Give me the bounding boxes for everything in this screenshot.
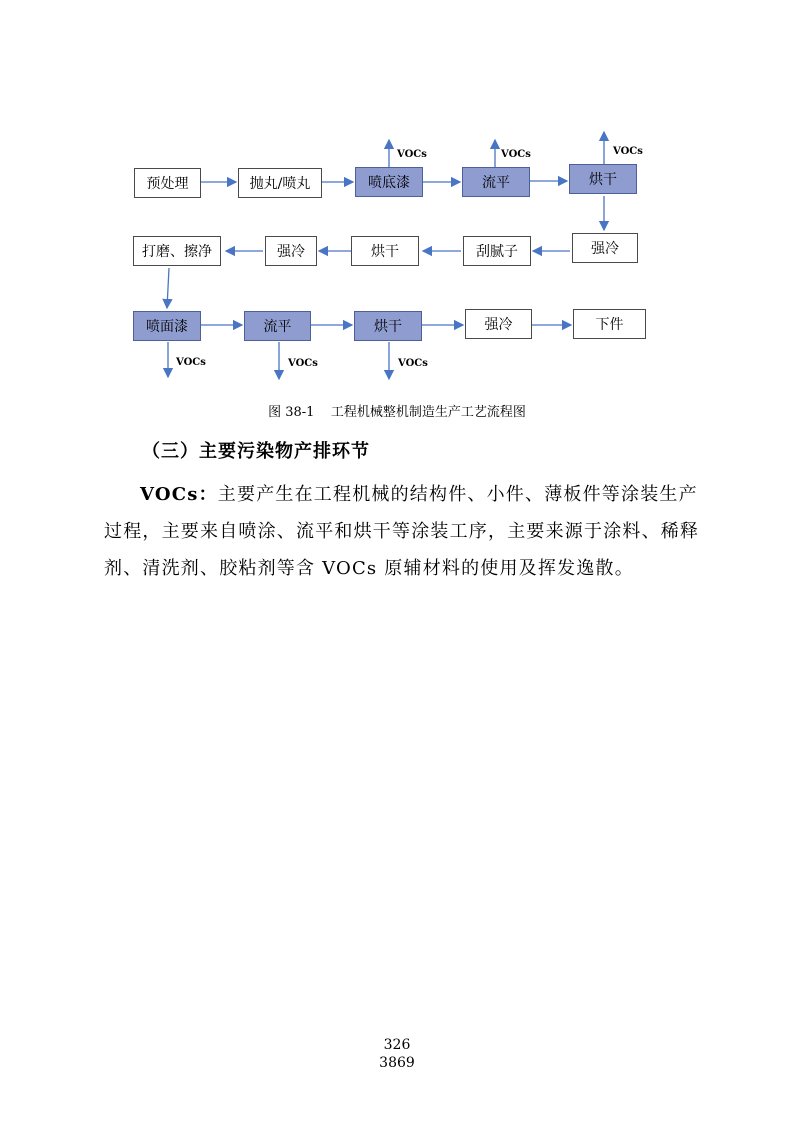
step-putty: 刮腻子 bbox=[463, 236, 531, 266]
step-pretreatment: 预处理 bbox=[134, 168, 201, 198]
step-primer-spray: 喷底漆 bbox=[355, 167, 423, 197]
step-topcoat-spray: 喷面漆 bbox=[133, 311, 201, 341]
arrow-down-2 bbox=[167, 268, 169, 308]
figure-caption: 图 38-1 工程机械整机制造生产工艺流程图 bbox=[268, 405, 526, 420]
step-drying-1: 烘干 bbox=[569, 164, 637, 194]
voc-label-5: VOCs bbox=[288, 358, 318, 369]
body-paragraph bbox=[104, 476, 700, 587]
paragraph-text: 主要产生在工程机械的结构件、小件、薄板件等涂装生产过程，主要来自喷涂、流平和烘干等涂装工序，主要来源于涂料、稀释剂、清洗剂、胶粘剂等含 VOCs 原辅材料的使用及挥发逸散。 bbox=[104, 484, 700, 579]
step-sanding-wiping: 打磨、擦净 bbox=[133, 236, 221, 266]
step-leveling-2: 流平 bbox=[244, 311, 311, 341]
voc-label-4: VOCs bbox=[176, 357, 206, 368]
step-drying-2: 烘干 bbox=[351, 236, 419, 266]
step-unloading: 下件 bbox=[573, 309, 646, 339]
paragraph-lead: VOCs： bbox=[140, 484, 218, 505]
page-footer bbox=[0, 1036, 794, 1072]
footer-number: 3869 bbox=[379, 1055, 415, 1071]
step-forced-cooling-2: 强冷 bbox=[265, 236, 317, 266]
page-number: 326 bbox=[383, 1037, 411, 1053]
voc-label-1: VOCs bbox=[397, 149, 427, 160]
step-forced-cooling-1: 强冷 bbox=[572, 233, 638, 263]
step-drying-3: 烘干 bbox=[354, 311, 422, 341]
step-shot-blasting: 抛丸/喷丸 bbox=[238, 168, 322, 198]
voc-label-2: VOCs bbox=[501, 149, 531, 160]
step-forced-cooling-3: 强冷 bbox=[465, 309, 532, 339]
section-heading: （三）主要污染物产排环节 bbox=[142, 441, 370, 462]
step-leveling-1: 流平 bbox=[462, 167, 530, 197]
voc-label-6: VOCs bbox=[398, 358, 428, 369]
voc-label-3: VOCs bbox=[613, 146, 643, 157]
